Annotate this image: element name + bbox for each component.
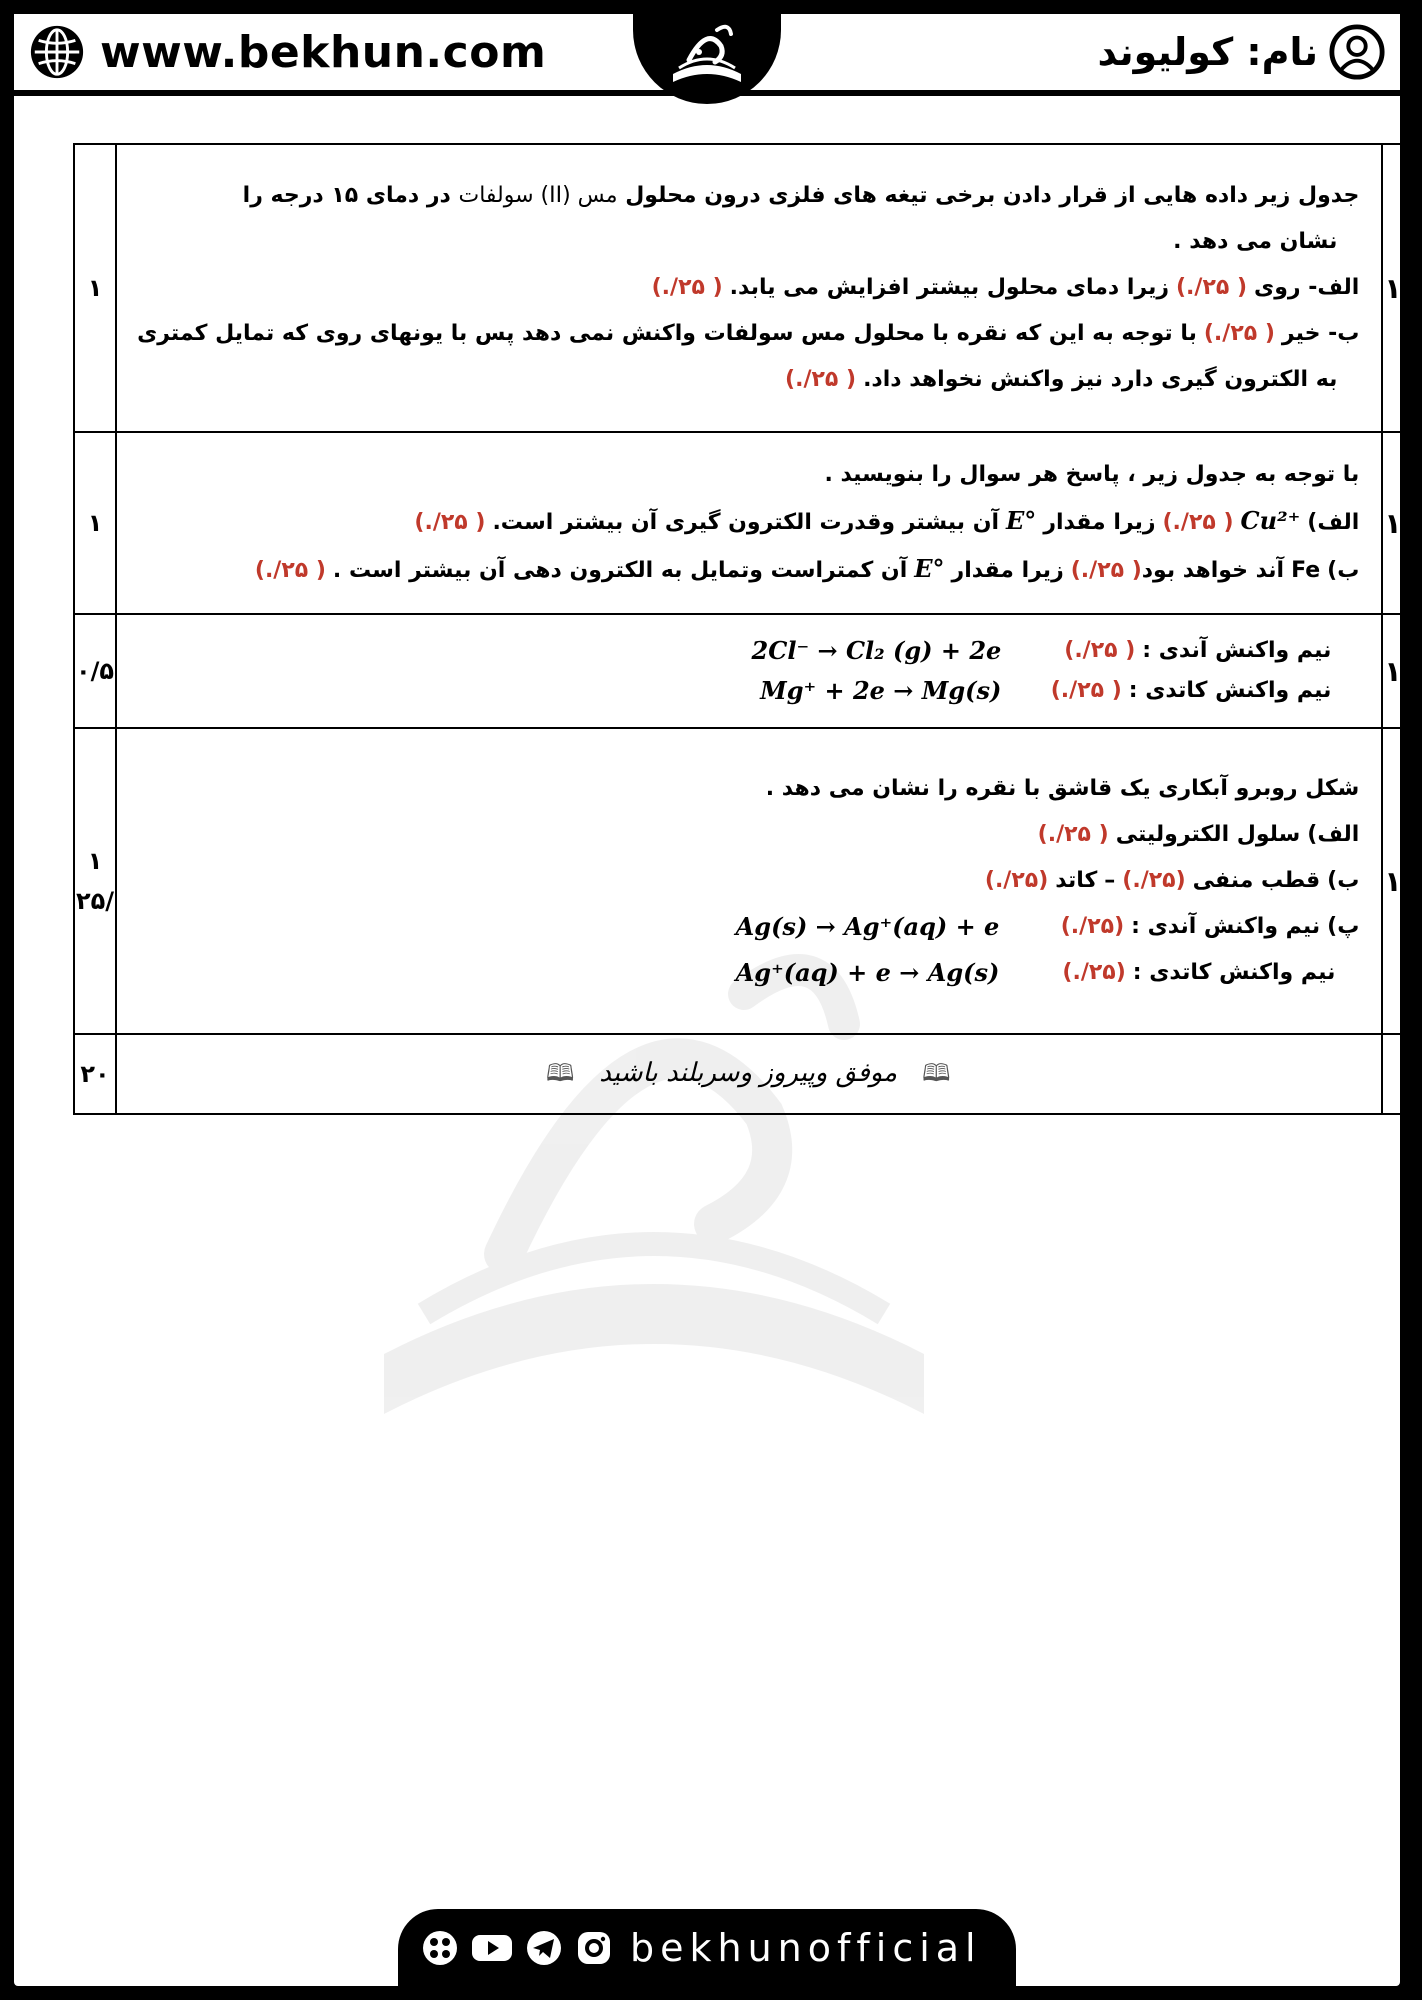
answer-text: زیرا مقدار: [1043, 510, 1156, 535]
question-score: ۰/۵: [74, 614, 116, 728]
anode-equation: Ag(s) → Ag⁺(aq) + e: [735, 912, 1000, 941]
answer-table: [73, 143, 1422, 1115]
logo-mark-icon: [659, 16, 755, 96]
question-score: [74, 728, 116, 1034]
answer-text: به الکترون گیری دارد نیز واکنش نخواهد داد.: [863, 367, 1338, 392]
table-row: [74, 728, 1421, 1034]
closing-message-cell: [116, 1034, 1382, 1114]
answer-label: پ): [1327, 914, 1360, 939]
score-mark: (۲۵/.): [1122, 868, 1186, 893]
table-row: [74, 144, 1421, 432]
answer-label: الف): [1307, 822, 1360, 847]
score-mark: ( ۲۵/.): [1176, 275, 1248, 300]
answer-text: کاتد: [1055, 868, 1098, 893]
answer-label: ب): [1327, 868, 1360, 893]
website-url[interactable]: www.bekhun.com: [100, 26, 547, 78]
closing-message: موفق وپیروز وسربلند باشید: [599, 1058, 898, 1088]
answer-text: آن بیشتر وقدرت الکترون گیری آن بیشتر است.: [492, 510, 1000, 535]
score-mark: ( ۲۵/.): [1037, 822, 1109, 847]
answer-text: سلول الکترولیتی: [1115, 822, 1301, 847]
telegram-icon[interactable]: [524, 1928, 564, 1968]
chemical-species: Cu²⁺: [1240, 506, 1301, 535]
youtube-icon[interactable]: [470, 1928, 514, 1968]
aparat-icon[interactable]: [420, 1928, 460, 1968]
prompt-part: جدول زیر داده هایی از قرار دادن برخی تیغه های فلزی درون محلول: [625, 183, 1360, 208]
answer-label: ب): [1327, 558, 1360, 583]
score-mark: (۲۵/.): [984, 868, 1049, 893]
bell-icon: 🕮: [922, 1059, 951, 1087]
score-mark: (۲۵/.): [1060, 914, 1125, 939]
potential-symbol: E°: [1006, 506, 1037, 535]
question-number: ۱۴: [1382, 144, 1420, 432]
question-number: ۱۵: [1382, 432, 1420, 614]
total-row: [74, 1034, 1421, 1114]
answer-text: با توجه به این که نقره با محلول مس سولفات واکنش نمی دهد پس با یونهای روی که تمایل کمتری: [137, 321, 1197, 346]
table-row: [74, 432, 1421, 614]
half-reaction-label: نیم واکنش کاتدی :: [1132, 960, 1336, 985]
score-line: /۲۵: [76, 887, 115, 915]
question-content: [116, 614, 1382, 728]
prompt-part: در دمای ۱۵ درجه را: [242, 183, 451, 208]
social-footer[interactable]: [398, 1909, 1016, 1987]
question-score: ۱: [74, 144, 116, 432]
empty-cell: [1382, 1034, 1420, 1114]
answer-text: قطب منفی: [1192, 868, 1321, 893]
prompt-line: نشان می دهد .: [1173, 229, 1338, 254]
cathode-equation: Mg⁺ + 2e → Mg(s): [760, 676, 1002, 705]
user-circle-icon: [1328, 23, 1386, 81]
answer-text: زیرا مقدار: [951, 558, 1064, 583]
half-reaction-label: نیم واکنش کاتدی :: [1128, 678, 1332, 703]
prompt-line: شکل روبرو آبکاری یک قاشق با نقره را نشان می دهد .: [765, 776, 1360, 801]
instagram-icon[interactable]: [574, 1928, 614, 1968]
score-mark: ( ۲۵/.): [1050, 678, 1122, 703]
chemical-species: Fe: [1291, 558, 1321, 583]
page-header: [14, 14, 1400, 96]
globe-icon: [28, 23, 86, 81]
score-mark: ( ۲۵/.): [1064, 638, 1136, 663]
social-handle[interactable]: bekhunofficial: [630, 1926, 982, 1970]
student-name: نام: کولیوند: [1097, 30, 1318, 74]
dash: –: [1104, 868, 1116, 893]
score-mark: ( ۲۵/.): [1203, 321, 1275, 346]
score-mark: ( ۲۵/.): [651, 275, 723, 300]
question-content: [116, 432, 1382, 614]
half-reaction-label: نیم واکنش آندی :: [1131, 914, 1321, 939]
bekhun-logo: [633, 8, 781, 104]
prompt-part: مس (II) سولفات: [458, 183, 618, 208]
score-mark: ( ۲۵/.): [254, 558, 326, 583]
anode-equation: 2Cl⁻ → Cl₂ (g) + 2e: [751, 636, 1002, 665]
score-mark: ( ۲۵/.): [414, 510, 486, 535]
answer-sheet-page: [14, 14, 1419, 1986]
table-row: [74, 614, 1421, 728]
score-mark: ( ۲۵/.): [785, 367, 857, 392]
cathode-equation: Ag⁺(aq) + e → Ag(s): [735, 958, 1000, 987]
answer-label: الف): [1307, 510, 1360, 535]
score-mark: ( ۲۵/.): [1070, 558, 1142, 583]
total-score: ۲۰: [74, 1034, 116, 1114]
answer-text: زیرا دمای محلول بیشتر افزایش می یابد.: [729, 275, 1169, 300]
website-block[interactable]: [28, 24, 546, 80]
answer-text: آند خواهد بود: [1141, 558, 1285, 583]
bell-icon: 🕮: [545, 1059, 575, 1087]
question-score: ۱: [74, 432, 116, 614]
student-name-block: [1097, 24, 1386, 80]
prompt-line: با توجه به جدول زیر ، پاسخ هر سوال را بنویسید .: [824, 462, 1360, 487]
question-number: ۱۷: [1382, 728, 1420, 1034]
half-reaction-label: نیم واکنش آندی :: [1142, 638, 1332, 663]
score-line: ۱: [87, 847, 103, 875]
score-mark: ( ۲۵/.): [1162, 510, 1234, 535]
answer-text: آن کمتراست وتمایل به الکترون دهی آن بیشتر است .: [332, 558, 908, 583]
answer-label: الف- روی: [1254, 275, 1360, 300]
score-mark: (۲۵/.): [1062, 960, 1126, 985]
question-content: [116, 144, 1382, 432]
question-number: ۱۶: [1382, 614, 1420, 728]
answer-label: ب- خیر: [1281, 321, 1360, 346]
question-content: [116, 728, 1382, 1034]
potential-symbol: E°: [914, 554, 945, 583]
